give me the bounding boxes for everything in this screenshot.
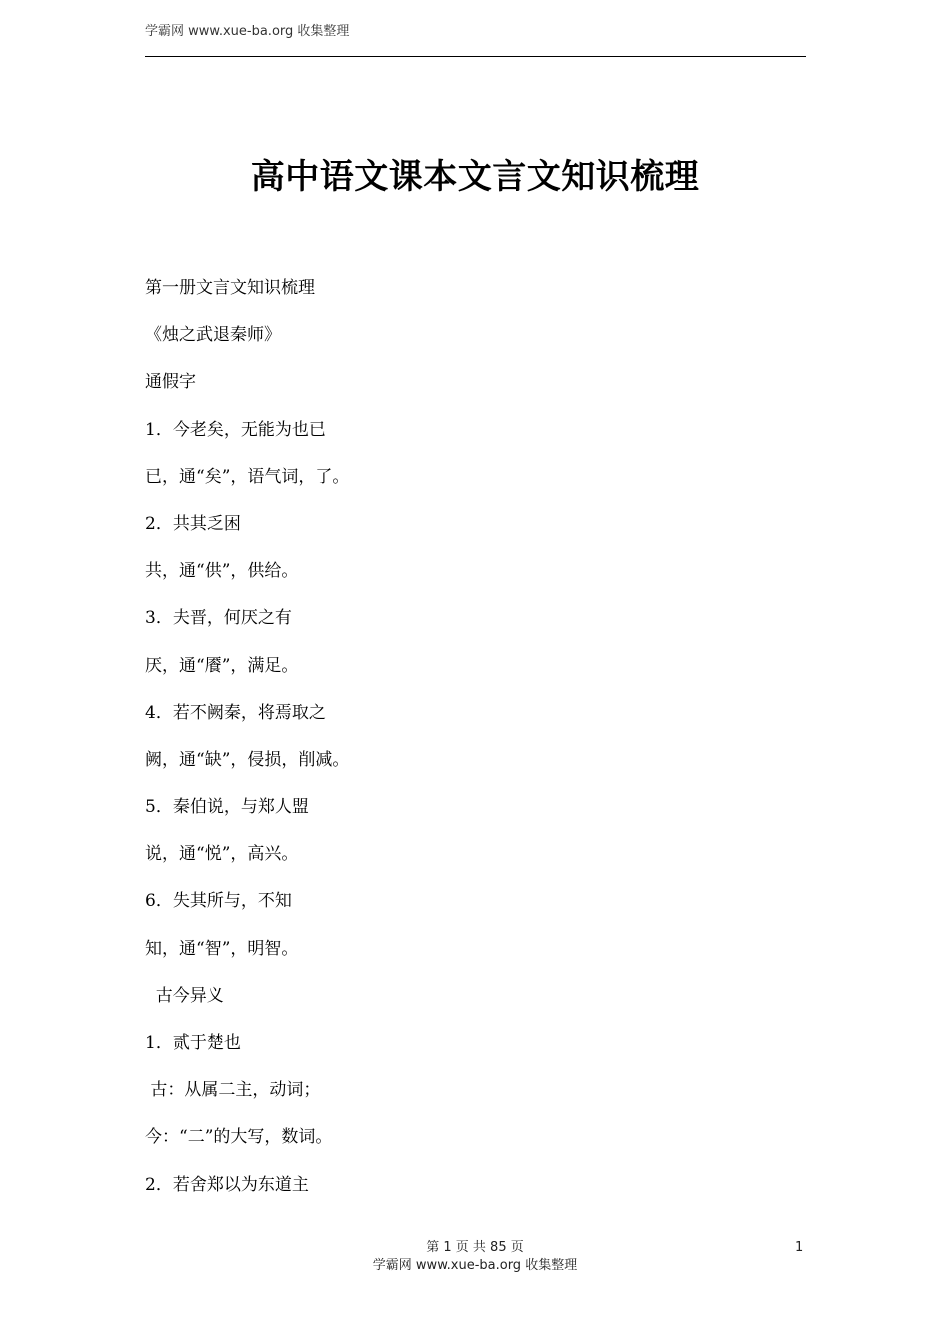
body-line: 共，通“供”，供给。 bbox=[145, 561, 299, 582]
header-divider bbox=[145, 56, 806, 57]
document-title: 高中语文课本文言文知识梳理 bbox=[250, 157, 700, 197]
body-line: 今：“二”的大写，数词。 bbox=[145, 1127, 333, 1148]
header-site-text: 学霸网 www.xue-ba.org 收集整理 bbox=[145, 24, 350, 39]
document-body bbox=[145, 274, 806, 1218]
section-heading: 第一册文言文知识梳理 bbox=[145, 278, 315, 298]
subsection-heading: 古今异义 bbox=[145, 985, 224, 1006]
body-line: 1．今老矣，无能为也已 bbox=[145, 419, 326, 440]
body-line: 古：从属二主，动词； bbox=[145, 1080, 321, 1101]
body-line: 厌，通“餍”，满足。 bbox=[145, 655, 299, 676]
body-line: 说，通“悦”，高兴。 bbox=[145, 844, 299, 865]
footer-site-text: 学霸网 www.xue-ba.org 收集整理 bbox=[372, 1258, 578, 1273]
footer-page-number: 1 bbox=[795, 1240, 804, 1255]
body-line: 阙，通“缺”，侵损，削减。 bbox=[145, 749, 350, 770]
body-line: 5．秦伯说，与郑人盟 bbox=[145, 797, 309, 818]
text-title: 《烛之武退秦师》 bbox=[145, 325, 281, 346]
body-line: 已，通“矣”，语气词，了。 bbox=[145, 466, 350, 487]
footer-page-info: 第 1 页 共 85 页 bbox=[426, 1240, 524, 1255]
body-line: 2．若舍郑以为东道主 bbox=[145, 1174, 309, 1195]
subsection-heading: 通假字 bbox=[145, 372, 196, 393]
body-line: 1．贰于楚也 bbox=[145, 1033, 241, 1053]
body-line: 6．失其所与，不知 bbox=[145, 891, 292, 912]
body-line: 知，通“智”，明智。 bbox=[145, 938, 299, 959]
body-line: 4．若不阙秦，将焉取之 bbox=[145, 702, 326, 723]
body-line: 2．共其乏困 bbox=[145, 513, 241, 534]
body-line: 3．夫晋，何厌之有 bbox=[145, 608, 292, 629]
